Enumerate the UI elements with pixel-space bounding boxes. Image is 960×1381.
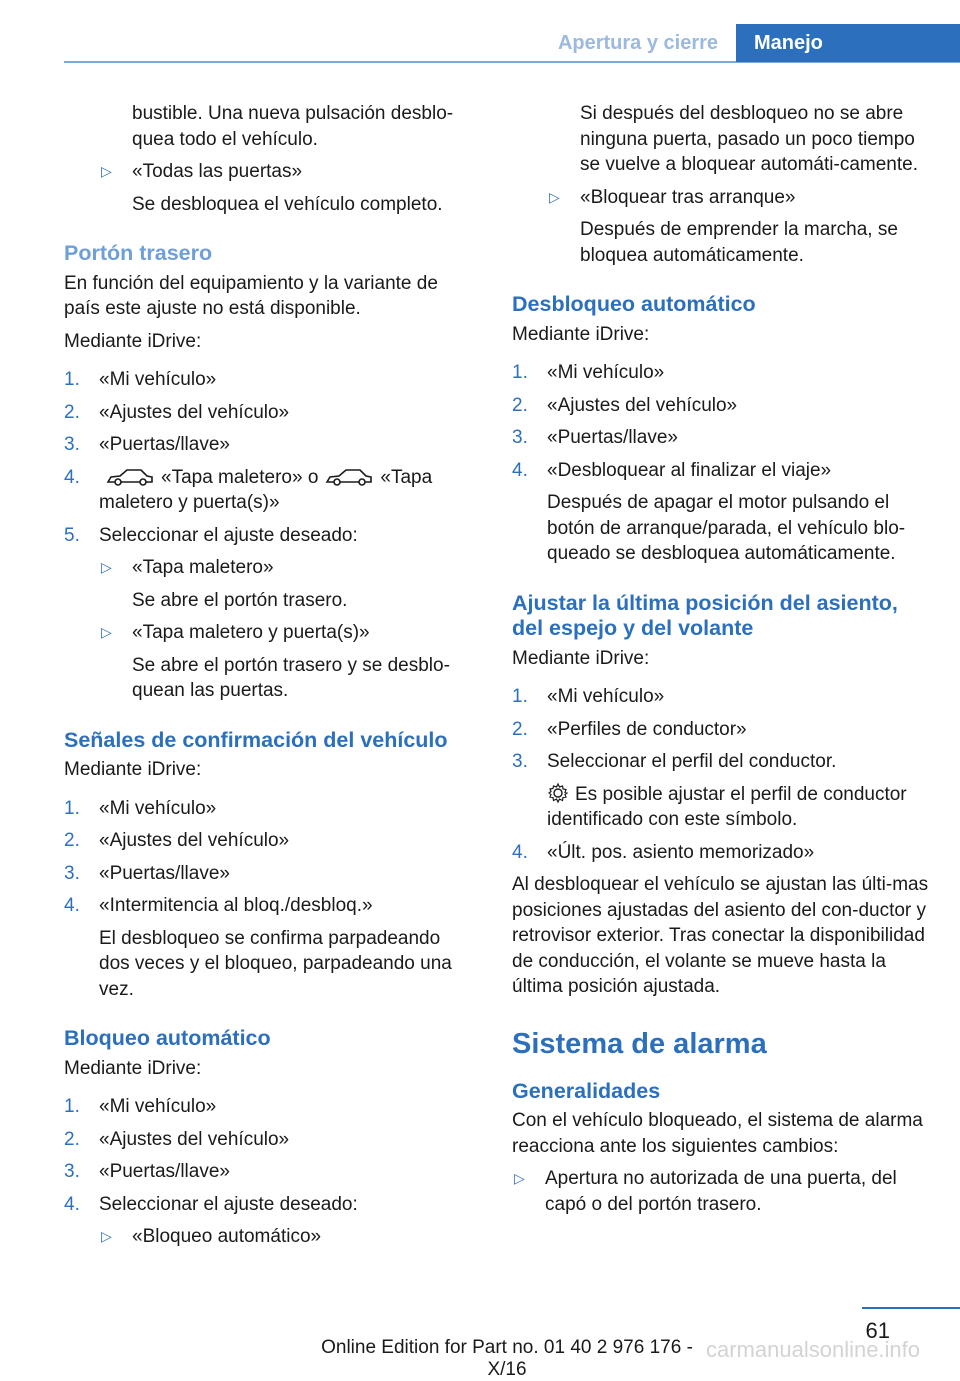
list-item: 2. «Perfiles de conductor» bbox=[512, 718, 747, 740]
section-title-porton: Portón trasero bbox=[64, 241, 213, 265]
option-item: ▷ «Todas las puertas» bbox=[64, 159, 474, 185]
section-title-generalidades: Generalidades bbox=[512, 1078, 661, 1103]
continuation-text: bustible. Una nueva pulsación desblo‐quea todo el vehículo. bbox=[132, 103, 454, 150]
list-item: 3. «Puertas/llave» bbox=[512, 427, 678, 448]
car-trunk-icon bbox=[105, 466, 155, 488]
section-title-desbloqueo: Desbloqueo automático bbox=[512, 292, 756, 316]
section-title-bloqueo: Bloqueo automático bbox=[64, 1026, 271, 1050]
list-item: 2. «Ajustes del vehículo» bbox=[512, 394, 738, 416]
right-column bbox=[512, 101, 932, 1224]
paragraph: Mediante iDrive: bbox=[512, 323, 650, 345]
option-description: Se abre el portón trasero y se desblo‐quean las puertas. bbox=[132, 654, 450, 701]
section-title-senales: Señales de confirmación del vehículo bbox=[64, 727, 448, 752]
edition-note: Online Edition for Part no. 01 40 2 976 176 - X/16 bbox=[321, 1337, 693, 1380]
list-item: 4. «Últ. pos. asiento memorizado» bbox=[512, 841, 815, 863]
list-item: 5. Seleccionar el ajuste deseado: bbox=[64, 524, 358, 546]
watermark: carmanualsonline.info bbox=[706, 1337, 921, 1362]
list-item: 3. Seleccionar el perfil del conductor. bbox=[512, 751, 837, 772]
triangle-bullet-icon: ▷ bbox=[101, 1228, 112, 1244]
list-item: 2. «Ajustes del vehículo» bbox=[64, 830, 290, 851]
option-item: ▷ «Bloqueo automático» bbox=[64, 1224, 474, 1250]
car-trunk-doors-icon bbox=[324, 466, 374, 488]
option-item: ▷ «Tapa maletero y puerta(s)» bbox=[64, 620, 474, 646]
header-section: Apertura y cierre bbox=[557, 32, 719, 54]
list-item: 4. «Intermitencia al bloq./desbloq.» bbox=[64, 895, 373, 916]
option-description: Se abre el portón trasero. bbox=[132, 589, 348, 611]
paragraph: Mediante iDrive: bbox=[64, 759, 202, 780]
list-item: 4. «Tapa maletero» o «Tapa maletero y puerta(s)» bbox=[64, 466, 433, 513]
paragraph: En función del equipamiento y la variante de país este ajuste no está disponible. bbox=[64, 272, 438, 319]
footer-rule bbox=[862, 1307, 960, 1309]
list-item: 3. «Puertas/llave» bbox=[64, 1161, 230, 1182]
paragraph: Mediante iDrive: bbox=[64, 1057, 202, 1079]
triangle-bullet-icon: ▷ bbox=[101, 559, 112, 575]
section-title-ajustar: Ajustar la última posición del asiento, del espejo y del volante bbox=[512, 590, 898, 640]
list-item: 2. «Ajustes del vehículo» bbox=[64, 401, 290, 423]
triangle-bullet-icon: ▷ bbox=[101, 163, 112, 179]
list-item: 1. «Mi vehículo» bbox=[64, 369, 217, 390]
triangle-bullet-icon: ▷ bbox=[549, 188, 560, 205]
chapter-title-alarma: Sistema de alarma bbox=[512, 1027, 767, 1060]
list-item: 3. «Puertas/llave» bbox=[64, 434, 230, 455]
left-column bbox=[64, 101, 474, 1257]
paragraph: Mediante iDrive: bbox=[64, 330, 202, 352]
paragraph: Con el vehículo bloqueado, el sistema de alarma reacciona ante los siguientes cambios: bbox=[512, 1110, 923, 1157]
step-note: Es posible ajustar el perfil de conductor identificado con este símbolo. bbox=[547, 783, 907, 830]
page-number: 61 bbox=[865, 1318, 890, 1343]
paragraph: Al desbloquear el vehículo se ajustan las últi‐mas posiciones ajustadas del asiento del con‐ductor y retrovisor exterior. Tras conectar la disponibilidad de conducción, el volante se mueve hasta la última posición ajustada. bbox=[512, 874, 929, 997]
step-description: Después de apagar el motor pulsando el botón de arranque/parada, el vehículo blo‐queado se desbloquea automáticamente. bbox=[547, 492, 906, 564]
header-chapter-tab: Manejo bbox=[736, 24, 960, 62]
option-item: ▷ «Bloquear tras arranque» bbox=[512, 185, 932, 211]
list-item: 2. «Ajustes del vehículo» bbox=[64, 1128, 290, 1150]
list-item: 4. Seleccionar el ajuste deseado: bbox=[64, 1193, 358, 1215]
continuation-text: Si después del desbloqueo no se abre ninguna puerta, pasado un poco tiempo se vuelve a bloquear automáti‐camente. bbox=[580, 103, 918, 175]
option-description: Después de emprender la marcha, se bloquea automáticamente. bbox=[580, 219, 898, 266]
list-item: 1. «Mi vehículo» bbox=[512, 362, 665, 383]
list-item: 1. «Mi vehículo» bbox=[512, 686, 665, 707]
list-item: 1. «Mi vehículo» bbox=[64, 797, 217, 819]
list-item: 3. «Puertas/llave» bbox=[64, 862, 230, 884]
step-description: El desbloqueo se confirma parpadeando dos veces y el bloqueo, parpadeando una vez. bbox=[99, 927, 452, 1000]
option-description: Se desbloquea el vehículo completo. bbox=[132, 193, 443, 215]
list-item: 1. «Mi vehículo» bbox=[64, 1096, 217, 1117]
list-item: 4. «Desbloquear al finalizar el viaje» bbox=[512, 459, 832, 481]
triangle-bullet-icon: ▷ bbox=[514, 1170, 525, 1186]
gear-icon bbox=[547, 782, 569, 804]
bullet-item: ▷ Apertura no autorizada de una puerta, del capó o del portón trasero. bbox=[514, 1168, 897, 1215]
triangle-bullet-icon: ▷ bbox=[101, 624, 112, 640]
paragraph: Mediante iDrive: bbox=[512, 647, 650, 669]
option-item: ▷ «Tapa maletero» bbox=[64, 555, 474, 581]
